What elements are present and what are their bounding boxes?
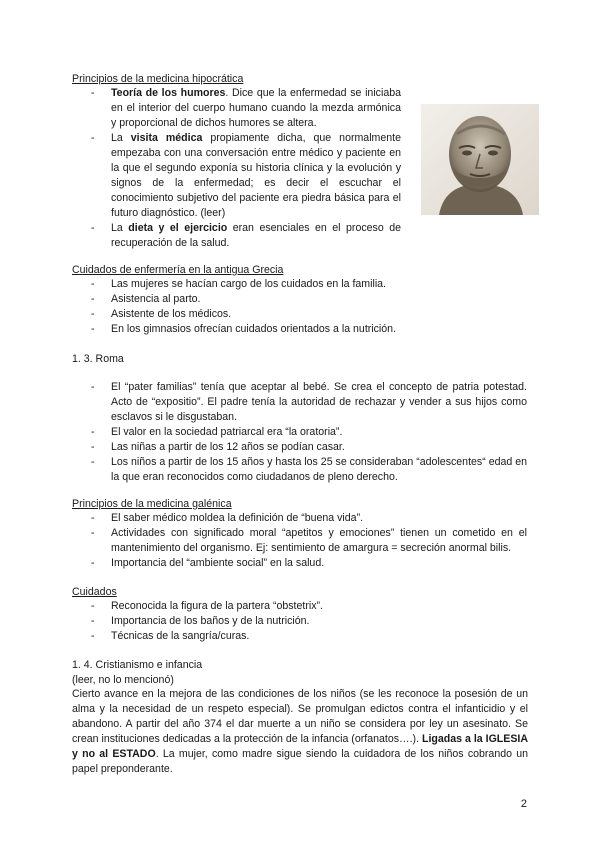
heading-hippocratic: Principios de la medicina hipocrática	[72, 73, 244, 85]
list-item: - Reconocida la figura de la partera “obstetrix”.	[91, 599, 527, 614]
list-item: - La dieta y el ejercicio eran esenciales en el proceso de recuperación de la salud.	[91, 221, 401, 251]
list-item: - Actividades con significado moral “apetitos y emociones” tienen un cometido en el mantenimiento del organismo. Ej: sentimiento de amargura = secreción anormal bilis.	[91, 526, 527, 556]
list-item: - En los gimnasios ofrecían cuidados orientados a la nutrición.	[91, 322, 527, 337]
heading-christianity: 1. 4. Cristianismo e infancia	[72, 659, 203, 671]
list-item: - Importancia del “ambiente social” en la salud.	[91, 556, 527, 571]
list-item: - El saber médico moldea la definición de “buena vida”.	[91, 511, 527, 526]
list-item: - La visita médica propiamente dicha, que normalmente empezaba con una conversación entre médico y paciente en la que el segundo exponía su historia clínica y la evolución y signos de la enfermedad; es decir el escuchar el conocimiento subjetivo del paciente era piedra básica para el futuro diagnóstico. (leer)	[91, 131, 401, 221]
christianity-note: (leer, no lo mencionó)	[72, 674, 174, 686]
list-item: - Las mujeres se hacían cargo de los cuidados en la familia.	[91, 277, 527, 292]
heading-galenic: Principios de la medicina galénica	[72, 498, 232, 510]
care-list	[91, 599, 527, 644]
list-item: - Asistencia al parto.	[91, 292, 527, 307]
list-item: - Los niños a partir de los 15 años y hasta los 25 se consideraban “adolescentes“ edad en la que eran reconocidos como ciudadanos de pleno derecho.	[91, 455, 527, 485]
list-item: - El valor en la sociedad patriarcal era “la oratoria”.	[91, 425, 527, 440]
hippocratic-list	[91, 86, 401, 251]
list-item: - Las niñas a partir de los 12 años se podían casar.	[91, 440, 527, 455]
page-number: 2	[520, 798, 527, 810]
heading-greece: Cuidados de enfermería en la antigua Grecia	[72, 264, 284, 276]
list-item: - Técnicas de la sangría/curas.	[91, 629, 527, 644]
list-item: - Asistente de los médicos.	[91, 307, 527, 322]
list-item: - Importancia de los baños y de la nutrición.	[91, 614, 527, 629]
heading-rome: 1. 3. Roma	[72, 353, 124, 365]
galenic-list	[91, 511, 527, 571]
greece-list	[91, 277, 527, 337]
rome-list	[91, 380, 527, 485]
christianity-paragraph: Cierto avance en la mejora de las condiciones de los niños (se les reconoce la posesión de un alma y la necesidad de un respeto especial). Se promulgan edictos contra el infanticidio y el abandono. A partir del año 374 el dar muerte a un niño se considera por ley un asesinato. Se crean instituciones dedicadas a la protección de la infancia (orfanatos….). Ligadas a la IGLESIA y no al ESTADO. La mujer, como madre sigue siendo la cuidadora de los niños cobrando un papel preponderante.	[72, 688, 529, 775]
list-item: - Teoría de los humores. Dice que la enfermedad se iniciaba en el interior del cuerpo humano cuando la mezda armónica y proporcional de dichos humores se altera.	[91, 86, 401, 131]
hippocrates-bust-image	[421, 104, 539, 215]
list-item: - El “pater familias” tenía que aceptar al bebé. Se crea el concepto de patria potestad. Acto de “expositio”. El padre tenía la autoridad de rechazar y vender a sus hijos como esclavos si le disgustaban.	[91, 380, 527, 425]
heading-care: Cuidados	[72, 586, 117, 598]
